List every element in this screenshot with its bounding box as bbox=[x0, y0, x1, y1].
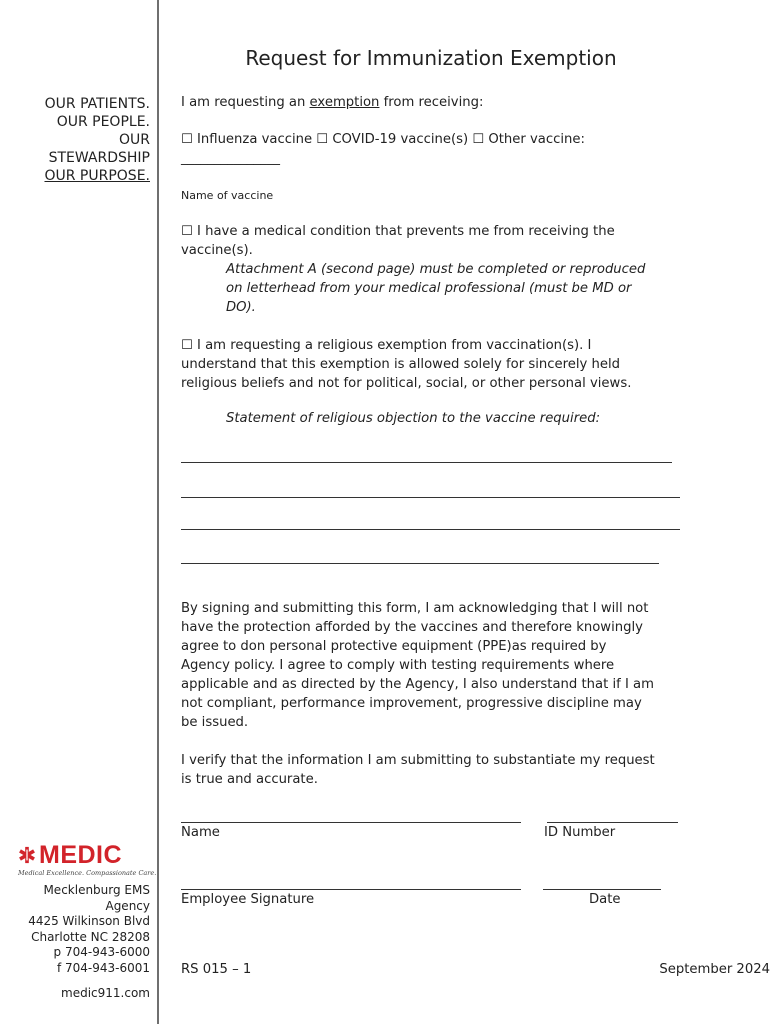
value-line: OUR PATIENTS. bbox=[44, 96, 150, 112]
value-line: STEWARDSHIP bbox=[48, 150, 150, 166]
medic-logo bbox=[18, 841, 157, 877]
intro-line: I am requesting an exemption from receiving: bbox=[181, 95, 484, 110]
religious-text: religious beliefs and not for political, social, or other personal views. bbox=[181, 376, 632, 391]
religious-statement-label: Statement of religious objection to the vaccine required: bbox=[226, 411, 601, 426]
star-of-life-icon bbox=[18, 846, 36, 864]
statement-line[interactable] bbox=[181, 497, 680, 498]
medical-note: Attachment A (second page) must be completed or reproduced bbox=[226, 262, 646, 277]
medical-note: on letterhead from your medical professional (must be MD or bbox=[226, 281, 632, 296]
address-line: Agency bbox=[105, 898, 150, 913]
employee-signature-line[interactable] bbox=[181, 889, 521, 890]
statement-line[interactable] bbox=[181, 529, 680, 530]
other-vaccine-blank[interactable]: _______________ bbox=[181, 151, 280, 166]
id-number-line[interactable] bbox=[547, 822, 678, 823]
sidebar-divider bbox=[157, 0, 159, 1024]
revision-date: September 2024 bbox=[659, 962, 770, 977]
religious-exemption bbox=[181, 336, 681, 393]
statement-line[interactable] bbox=[181, 563, 659, 564]
value-line: OUR bbox=[119, 132, 150, 148]
vaccine-checkboxes[interactable]: ☐ Influenza vaccine ☐ COVID-19 vaccine(s) ☐ Other vaccine: bbox=[181, 132, 585, 147]
value-line: OUR PEOPLE. bbox=[56, 114, 150, 130]
logo-wordmark: MEDIC bbox=[39, 841, 123, 869]
address-line: 4425 Wilkinson Blvd bbox=[28, 914, 150, 928]
agency-address bbox=[0, 883, 150, 976]
statement-line[interactable] bbox=[181, 462, 672, 463]
verification-paragraph: I verify that the information I am submitting to substantiate my request is true and accurate. bbox=[181, 753, 655, 787]
name-label: Name bbox=[181, 825, 220, 840]
page-title: Request for Immunization Exemption bbox=[245, 46, 617, 70]
address-line: Mecklenburg EMS bbox=[43, 883, 150, 897]
vaccine-options bbox=[181, 130, 681, 168]
exemption-link[interactable]: exemption bbox=[309, 95, 380, 110]
website-link[interactable]: medic911.com bbox=[61, 986, 150, 1000]
medical-text: vaccine(s). bbox=[181, 243, 253, 258]
vaccine-name-caption: Name of vaccine bbox=[181, 189, 274, 202]
value-line: OUR PURPOSE. bbox=[44, 168, 150, 184]
medical-note: DO). bbox=[226, 300, 256, 315]
form-code: RS 015 – 1 bbox=[181, 962, 252, 977]
religious-checkbox[interactable]: ☐ I am requesting a religious exemption from vaccination(s). I bbox=[181, 338, 592, 353]
name-line[interactable] bbox=[181, 822, 521, 823]
employee-signature-label: Employee Signature bbox=[181, 892, 315, 907]
medical-exemption bbox=[181, 222, 681, 317]
address-line: f 704-943-6001 bbox=[56, 960, 150, 975]
values-statement bbox=[0, 95, 150, 185]
medical-checkbox[interactable]: ☐ I have a medical condition that prevents me from receiving the bbox=[181, 224, 615, 239]
date-line[interactable] bbox=[543, 889, 661, 890]
date-label: Date bbox=[589, 892, 621, 907]
logo-tagline: Medical Excellence. Compassionate Care. bbox=[18, 869, 157, 877]
religious-text: understand that this exemption is allowed solely for sincerely held bbox=[181, 357, 620, 372]
id-number-label: ID Number bbox=[544, 825, 616, 840]
acknowledgement-paragraph: By signing and submitting this form, I am acknowledging that I will not have the protection afforded by the vaccines and therefore knowingly agree to don personal protective equipment (PPE)as required by Agency policy. I agree to comply with testing requirements where applicable and as directed by the Agency, I also understand that if I am not compliant, performance improvement, progressive discipline may be issued. bbox=[181, 601, 654, 730]
address-line: Charlotte NC 28208 bbox=[31, 929, 150, 944]
address-line: p 704-943-6000 bbox=[53, 945, 150, 959]
